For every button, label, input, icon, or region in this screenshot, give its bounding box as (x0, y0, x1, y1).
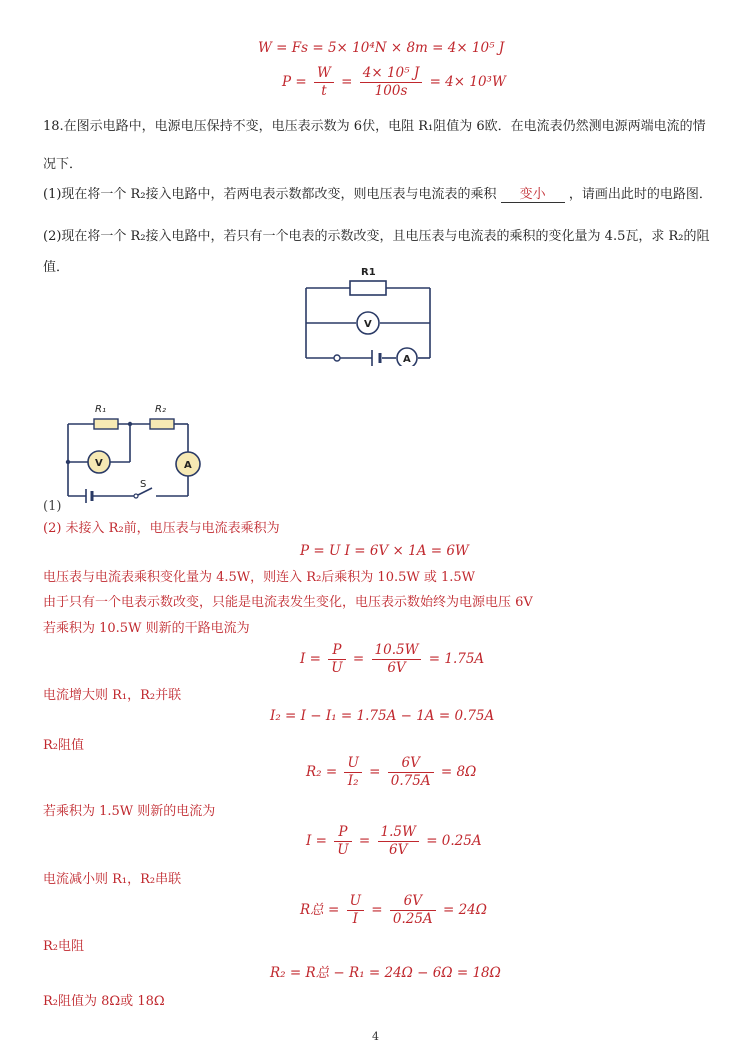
part-1-answer-blank: 变小 (501, 183, 565, 203)
fraction-numerator: 6V (388, 756, 434, 773)
power-rhs: = 4× 10³W (429, 74, 506, 90)
eq-lhs: I = (306, 833, 327, 849)
answer-eq-1: P = U I = 6V × 1A = 6W (300, 543, 469, 559)
junction-dot (66, 460, 70, 464)
eq-fraction (328, 643, 345, 676)
ammeter-label: A (403, 354, 411, 365)
question-part-2-line-2: 值． (43, 260, 70, 275)
answer-line-5: 电流增大则 R₁，R₂并联 (43, 688, 182, 703)
circuit-diagram-answer (62, 396, 212, 506)
equals-sign: = (341, 74, 353, 90)
fraction-numerator: 10.5W (372, 643, 422, 660)
answer-eq-5 (306, 825, 482, 858)
eq-rhs: = 24Ω (442, 902, 487, 918)
question-18-line-1: 18.在图示电路中，电源电压保持不变，电压表示数为 6伏，电阻 R₁阻值为 6欧．在电流表仍然测电源两端电流的情 (43, 119, 706, 134)
eq-fraction (347, 894, 364, 927)
fraction-denominator: 6V (387, 660, 406, 676)
answer-line-8: 电流减小则 R₁，R₂串联 (43, 872, 182, 887)
answer-eq-2 (300, 643, 484, 676)
fraction-denominator: U (331, 660, 343, 676)
answer-line-7: 若乘积为 1.5W 则新的电流为 (43, 804, 216, 819)
fraction-numerator: 6V (390, 894, 436, 911)
power-fraction-2 (360, 66, 423, 99)
page-number: 4 (372, 1030, 379, 1043)
fraction-denominator: U (337, 842, 349, 858)
fraction-denominator: I₂ (347, 773, 359, 789)
switch-icon (334, 355, 340, 361)
answer-line-9: R₂电阻 (43, 939, 84, 954)
eq-fraction (334, 825, 351, 858)
answer-line-1: (2) 未接入 R₂前，电压表与电流表乘积为 (43, 521, 280, 536)
answer-eq-3: I₂ = I − I₁ = 1.75A − 1A = 0.75A (270, 708, 495, 724)
answer-line-3: 由于只有一个电表示数改变，只能是电流表发生变化，电压表示数始终为电源电压 6V (43, 595, 533, 610)
voltmeter-label: V (95, 458, 103, 469)
part-1-text-end: ，请画出此时的电路图． (568, 187, 712, 202)
answer-eq-7: R₂ = R总 − R₁ = 24Ω − 6Ω = 18Ω (270, 965, 501, 981)
part-1-text: (1)现在将一个 R₂接入电路中，若两电表示数都改变，则电压表与电流表的乘积 (43, 187, 497, 202)
resistor-r1-label: R1 (361, 267, 376, 278)
eq-rhs: = 0.25A (426, 833, 482, 849)
resistor-r1 (350, 281, 386, 295)
equals-sign: = (369, 764, 381, 780)
equals-sign: = (352, 651, 365, 667)
fraction-denominator: 6V (389, 842, 408, 858)
answer-line-2: 电压表与电流表乘积变化量为 4.5W，则连入 R₂后乘积为 10.5W 或 1.5W (43, 570, 476, 585)
fraction-numerator: 4× 10⁵ J (360, 66, 423, 83)
fraction-numerator: P (328, 643, 345, 660)
equals-sign: = (371, 902, 383, 918)
voltmeter-label: V (364, 319, 372, 330)
resistor-r1 (94, 419, 118, 429)
equals-sign: = (358, 833, 371, 849)
fraction-denominator: I (352, 911, 358, 927)
eq-rhs: = 8Ω (440, 764, 477, 780)
power-fraction-1 (314, 66, 334, 99)
eq-lhs: R总 = (300, 902, 340, 918)
switch-label: S (140, 479, 147, 490)
answer-eq-4 (306, 756, 476, 789)
answer-line-4: 若乘积为 10.5W 则新的干路电流为 (43, 621, 250, 636)
fraction-numerator: P (334, 825, 351, 842)
fraction-denominator: 0.75A (390, 773, 431, 789)
resistor-r2-label: R₂ (155, 404, 166, 415)
eq-fraction (372, 643, 422, 676)
eq-fraction (378, 825, 419, 858)
eq-lhs: R₂ = (306, 764, 338, 780)
power-lhs: P = (282, 74, 307, 90)
eq-rhs: = 1.75A (428, 651, 485, 667)
ammeter-label: A (184, 460, 192, 471)
junction-dot (128, 422, 132, 426)
fraction-numerator: U (344, 756, 361, 773)
question-18-line-2: 况下． (43, 157, 83, 172)
answer-eq-6 (300, 894, 487, 927)
eq-fraction (388, 756, 434, 789)
fraction-numerator: W (314, 66, 334, 83)
fraction-denominator: 0.25A (392, 911, 433, 927)
eq-lhs: I = (300, 651, 321, 667)
fraction-numerator: 1.5W (378, 825, 419, 842)
answer-line-6: R₂阻值 (43, 738, 84, 753)
answer-conclusion: R₂阻值为 8Ω或 18Ω (43, 994, 165, 1009)
figure-caption: (1) (43, 499, 62, 514)
question-part-2-line-1: (2)现在将一个 R₂接入电路中，若只有一个电表的示数改变，且电压表与电流表的乘积的变化量为 4.5瓦，求 R₂的阻 (43, 229, 710, 244)
question-part-1 (43, 183, 712, 203)
eq-fraction (390, 894, 436, 927)
fraction-numerator: U (347, 894, 364, 911)
eq-fraction (344, 756, 361, 789)
power-equation (282, 66, 506, 99)
circuit-diagram-original (300, 262, 435, 366)
switch-pivot (134, 494, 138, 498)
resistor-r1-label: R₁ (95, 404, 106, 415)
work-equation: W = Fs = 5× 10⁴N × 8m = 4× 10⁵ J (258, 40, 505, 56)
fraction-denominator: t (321, 83, 327, 99)
resistor-r2 (150, 419, 174, 429)
fraction-denominator: 100s (374, 83, 408, 99)
